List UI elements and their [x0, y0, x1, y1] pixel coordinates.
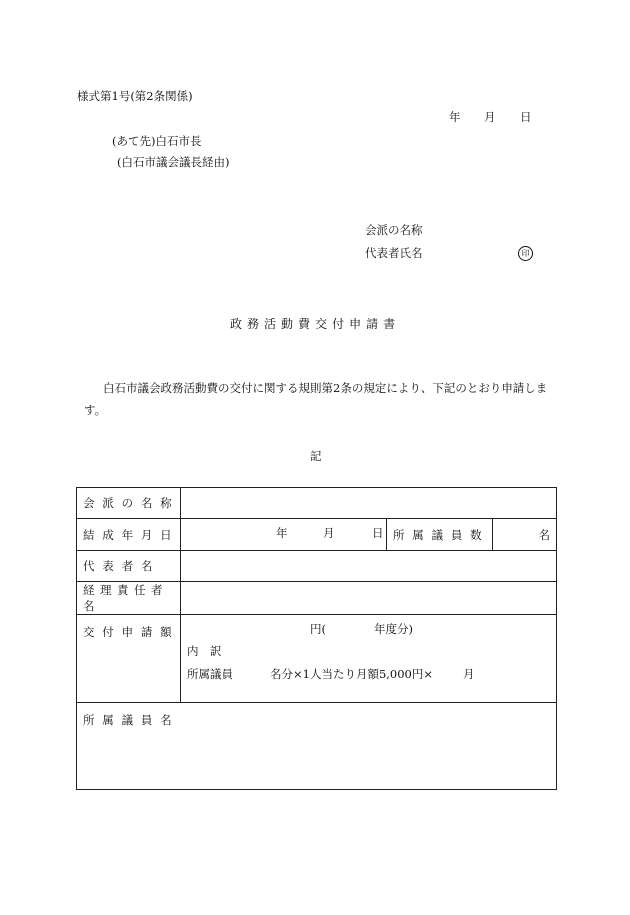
seal-icon: 印 [518, 246, 533, 261]
amount-value[interactable] [181, 615, 557, 703]
member-count-label: 所 属 議 員 数 [387, 519, 493, 551]
row-faction-name [77, 488, 557, 519]
members-list-cell[interactable] [77, 703, 557, 790]
faction-name-label: 会派の名称 [365, 223, 423, 237]
amount-yen: 円( [310, 622, 326, 636]
row-formation-date [77, 519, 557, 551]
members-word: 所属議員 [187, 667, 233, 681]
body-text-line1: 白石市議会政務活動費の交付に関する規則第2条の規定により、下記のとおり申請しま [103, 381, 548, 395]
row-representative [77, 551, 557, 582]
application-table [76, 487, 557, 790]
row-amount [77, 615, 557, 703]
calc-month: 月 [463, 667, 475, 681]
amount-fiscal-year: 年度分) [374, 622, 413, 636]
form-number: 様式第1号(第2条関係) [77, 89, 193, 103]
member-count-value[interactable] [493, 519, 557, 551]
members-list-label: 所 属 議 員 名 [83, 713, 174, 727]
formation-month-label: 月 [323, 526, 335, 540]
formation-year-label: 年 [276, 526, 288, 540]
accountant-value[interactable] [181, 582, 557, 615]
formation-date-label: 結 成 年 月 日 [77, 519, 181, 551]
row-accountant [77, 582, 557, 615]
date-month-label: 月 [484, 110, 496, 124]
row-members-list [77, 703, 557, 790]
date-year-label: 年 [449, 110, 461, 124]
representative-cell-label: 代 表 者 名 [77, 551, 181, 582]
formation-day-label: 日 [372, 526, 384, 540]
faction-name-cell-label: 会 派 の 名 称 [77, 488, 181, 519]
addressee-mayor: (あて先)白石市長 [112, 134, 202, 148]
calc-formula: 名分×1人当たり月額5,000円× [270, 667, 434, 681]
seal-mark [518, 246, 533, 261]
accountant-cell-label: 経 理 責 任 者 名 [77, 582, 181, 615]
breakdown-label: 内 訳 [187, 644, 222, 658]
representative-name-label: 代表者氏名 [365, 246, 423, 260]
faction-name-value[interactable] [181, 488, 557, 519]
document-title: 政 務 活 動 費 交 付 申 請 書 [230, 317, 396, 331]
ki-label: 記 [310, 449, 322, 463]
formation-date-value[interactable] [181, 519, 387, 551]
representative-value[interactable] [181, 551, 557, 582]
member-count-unit: 名 [538, 527, 551, 542]
body-text-line2: す。 [84, 403, 107, 417]
addressee-via-chair: (白石市議会議長経由) [117, 155, 230, 169]
amount-cell-label: 交 付 申 請 額 [77, 615, 181, 703]
date-day-label: 日 [520, 110, 532, 124]
